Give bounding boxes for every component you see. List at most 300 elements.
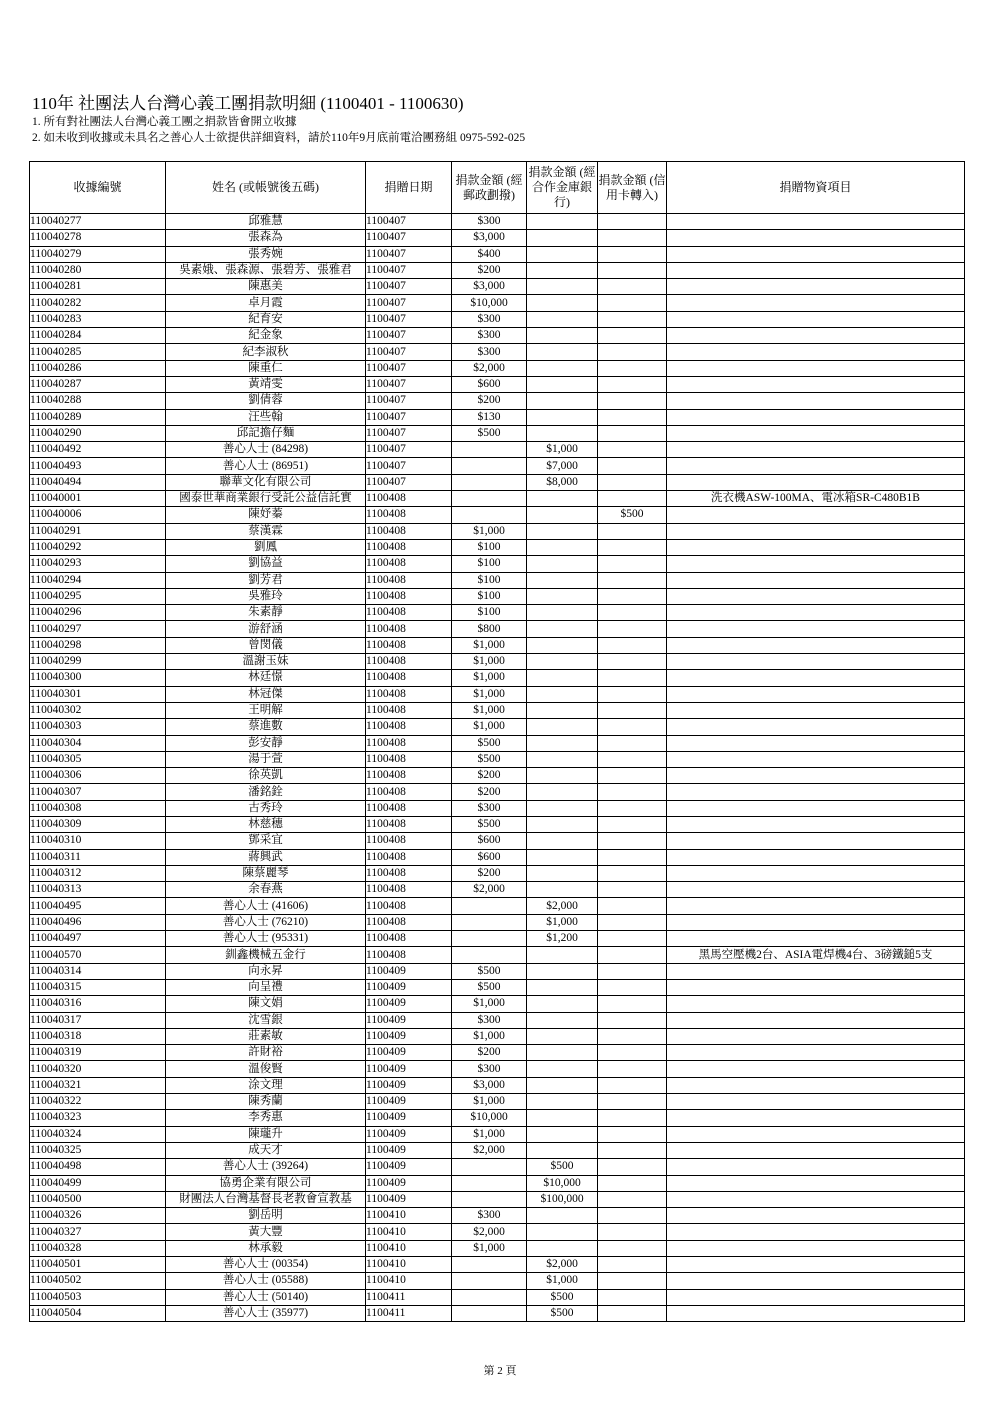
receipt-no-cell: 110040006 xyxy=(30,507,166,523)
column-header-name: 姓名 (或帳號後五碼) xyxy=(166,162,366,214)
card-amount-cell: $500 xyxy=(598,507,667,523)
bank-amount-cell: $500 xyxy=(527,1289,598,1305)
donation-date-cell: 1100409 xyxy=(366,1077,452,1093)
table-row xyxy=(30,849,965,865)
bank-amount-cell xyxy=(527,996,598,1012)
donated-items-cell xyxy=(667,376,965,392)
postal-amount-cell: $300 xyxy=(452,1061,527,1077)
donated-items-cell xyxy=(667,686,965,702)
receipt-no-cell: 110040280 xyxy=(30,262,166,278)
receipt-no-cell: 110040324 xyxy=(30,1126,166,1142)
donor-name-cell: 吳雅玲 xyxy=(166,588,366,604)
postal-amount-cell: $2,000 xyxy=(452,1142,527,1158)
table-row xyxy=(30,914,965,930)
donated-items-cell xyxy=(667,1028,965,1044)
donation-date-cell: 1100408 xyxy=(366,719,452,735)
donation-date-cell: 1100408 xyxy=(366,588,452,604)
postal-amount-cell xyxy=(452,1191,527,1207)
receipt-no-cell: 110040288 xyxy=(30,393,166,409)
donated-items-cell xyxy=(667,898,965,914)
postal-amount-cell: $10,000 xyxy=(452,1110,527,1126)
donated-items-cell xyxy=(667,865,965,881)
donor-name-cell: 劉芳君 xyxy=(166,572,366,588)
postal-amount-cell xyxy=(452,947,527,963)
donation-date-cell: 1100408 xyxy=(366,898,452,914)
receipt-no-cell: 110040278 xyxy=(30,230,166,246)
donation-date-cell: 1100411 xyxy=(366,1289,452,1305)
receipt-no-cell: 110040297 xyxy=(30,621,166,637)
table-row xyxy=(30,328,965,344)
receipt-no-cell: 110040301 xyxy=(30,686,166,702)
bank-amount-cell: $7,000 xyxy=(527,458,598,474)
receipt-no-cell: 110040498 xyxy=(30,1159,166,1175)
table-row xyxy=(30,1142,965,1158)
donation-date-cell: 1100407 xyxy=(366,246,452,262)
postal-amount-cell xyxy=(452,442,527,458)
donated-items-cell xyxy=(667,621,965,637)
donation-date-cell: 1100410 xyxy=(366,1257,452,1273)
bank-amount-cell xyxy=(527,768,598,784)
bank-amount-cell xyxy=(527,360,598,376)
donor-name-cell: 王明解 xyxy=(166,702,366,718)
receipt-no-cell: 110040310 xyxy=(30,833,166,849)
postal-amount-cell: $130 xyxy=(452,409,527,425)
card-amount-cell xyxy=(598,1142,667,1158)
donated-items-cell xyxy=(667,246,965,262)
donation-date-cell: 1100407 xyxy=(366,230,452,246)
bank-amount-cell xyxy=(527,262,598,278)
donation-date-cell: 1100408 xyxy=(366,621,452,637)
donation-date-cell: 1100407 xyxy=(366,409,452,425)
card-amount-cell xyxy=(598,262,667,278)
donation-date-cell: 1100408 xyxy=(366,507,452,523)
donor-name-cell: 鄧采宜 xyxy=(166,833,366,849)
postal-amount-cell: $1,000 xyxy=(452,637,527,653)
bank-amount-cell xyxy=(527,393,598,409)
donated-items-cell xyxy=(667,311,965,327)
card-amount-cell xyxy=(598,442,667,458)
table-row xyxy=(30,865,965,881)
donated-items-cell xyxy=(667,751,965,767)
donated-items-cell xyxy=(667,670,965,686)
card-amount-cell xyxy=(598,979,667,995)
donation-date-cell: 1100407 xyxy=(366,425,452,441)
receipt-no-cell: 110040495 xyxy=(30,898,166,914)
donated-items-cell xyxy=(667,507,965,523)
receipt-no-cell: 110040315 xyxy=(30,979,166,995)
postal-amount-cell: $1,000 xyxy=(452,1240,527,1256)
donor-name-cell: 涂文理 xyxy=(166,1077,366,1093)
receipt-no-cell: 110040497 xyxy=(30,931,166,947)
card-amount-cell xyxy=(598,214,667,230)
receipt-no-cell: 110040327 xyxy=(30,1224,166,1240)
postal-amount-cell: $600 xyxy=(452,833,527,849)
bank-amount-cell xyxy=(527,849,598,865)
bank-amount-cell xyxy=(527,295,598,311)
donation-date-cell: 1100407 xyxy=(366,360,452,376)
table-row xyxy=(30,963,965,979)
card-amount-cell xyxy=(598,376,667,392)
table-row xyxy=(30,947,965,963)
donation-date-cell: 1100409 xyxy=(366,1142,452,1158)
card-amount-cell xyxy=(598,1159,667,1175)
table-row xyxy=(30,1191,965,1207)
bank-amount-cell xyxy=(527,556,598,572)
receipt-no-cell: 110040500 xyxy=(30,1191,166,1207)
bank-amount-cell xyxy=(527,1208,598,1224)
donor-name-cell: 善心人士 (86951) xyxy=(166,458,366,474)
donation-date-cell: 1100408 xyxy=(366,491,452,507)
note-contact: 2. 如未收到收據或未具名之善心人士欲提供詳細資料，請於110年9月底前電洽團務組 0975-592-025 xyxy=(32,132,526,144)
receipt-no-cell: 110040298 xyxy=(30,637,166,653)
postal-amount-cell xyxy=(452,458,527,474)
donation-date-cell: 1100408 xyxy=(366,686,452,702)
table-row xyxy=(30,214,965,230)
bank-amount-cell xyxy=(527,1094,598,1110)
donated-items-cell xyxy=(667,1110,965,1126)
receipt-no-cell: 110040285 xyxy=(30,344,166,360)
receipt-no-cell: 110040317 xyxy=(30,1012,166,1028)
donor-name-cell: 溫謝玉妹 xyxy=(166,654,366,670)
column-header-date: 捐贈日期 xyxy=(366,162,452,214)
card-amount-cell xyxy=(598,1061,667,1077)
table-row xyxy=(30,442,965,458)
table-row xyxy=(30,425,965,441)
donated-items-cell xyxy=(667,654,965,670)
donated-items-cell xyxy=(667,572,965,588)
receipt-no-cell: 110040299 xyxy=(30,654,166,670)
donor-name-cell: 李秀惠 xyxy=(166,1110,366,1126)
bank-amount-cell: $500 xyxy=(527,1159,598,1175)
postal-amount-cell: $1,000 xyxy=(452,1094,527,1110)
table-row xyxy=(30,1240,965,1256)
table-row xyxy=(30,360,965,376)
donation-date-cell: 1100409 xyxy=(366,1094,452,1110)
bank-amount-cell xyxy=(527,523,598,539)
card-amount-cell xyxy=(598,1208,667,1224)
receipt-no-cell: 110040328 xyxy=(30,1240,166,1256)
card-amount-cell xyxy=(598,1012,667,1028)
bank-amount-cell xyxy=(527,605,598,621)
page-title: 110年 社團法人台灣心義工團捐款明細 (1100401 - 1100630) xyxy=(32,94,464,113)
table-row xyxy=(30,719,965,735)
bank-amount-cell: $2,000 xyxy=(527,1257,598,1273)
donation-date-cell: 1100408 xyxy=(366,816,452,832)
donation-date-cell: 1100408 xyxy=(366,556,452,572)
receipt-no-cell: 110040570 xyxy=(30,947,166,963)
bank-amount-cell xyxy=(527,784,598,800)
donor-name-cell: 善心人士 (00354) xyxy=(166,1257,366,1273)
receipt-no-cell: 110040307 xyxy=(30,784,166,800)
postal-amount-cell: $100 xyxy=(452,572,527,588)
donor-name-cell: 成天才 xyxy=(166,1142,366,1158)
card-amount-cell xyxy=(598,898,667,914)
donor-name-cell: 彭安靜 xyxy=(166,735,366,751)
bank-amount-cell xyxy=(527,1045,598,1061)
card-amount-cell xyxy=(598,230,667,246)
bank-amount-cell xyxy=(527,621,598,637)
card-amount-cell xyxy=(598,491,667,507)
donation-date-cell: 1100408 xyxy=(366,882,452,898)
table-row xyxy=(30,1012,965,1028)
donated-items-cell xyxy=(667,556,965,572)
postal-amount-cell: $100 xyxy=(452,605,527,621)
donor-name-cell: 林慈穗 xyxy=(166,816,366,832)
table-row xyxy=(30,654,965,670)
postal-amount-cell xyxy=(452,1257,527,1273)
donated-items-cell xyxy=(667,1273,965,1289)
postal-amount-cell: $800 xyxy=(452,621,527,637)
postal-amount-cell: $300 xyxy=(452,214,527,230)
donor-name-cell: 善心人士 (84298) xyxy=(166,442,366,458)
donation-date-cell: 1100407 xyxy=(366,311,452,327)
bank-amount-cell xyxy=(527,1126,598,1142)
donation-date-cell: 1100408 xyxy=(366,784,452,800)
donated-items-cell xyxy=(667,768,965,784)
donated-items-cell xyxy=(667,996,965,1012)
table-row xyxy=(30,1028,965,1044)
donation-date-cell: 1100409 xyxy=(366,1110,452,1126)
donated-items-cell xyxy=(667,1077,965,1093)
donation-date-cell: 1100409 xyxy=(366,996,452,1012)
postal-amount-cell: $200 xyxy=(452,784,527,800)
postal-amount-cell: $1,000 xyxy=(452,719,527,735)
receipt-no-cell: 110040493 xyxy=(30,458,166,474)
table-row xyxy=(30,344,965,360)
donation-date-cell: 1100411 xyxy=(366,1305,452,1321)
card-amount-cell xyxy=(598,654,667,670)
card-amount-cell xyxy=(598,914,667,930)
donation-date-cell: 1100407 xyxy=(366,442,452,458)
table-row xyxy=(30,523,965,539)
table-row xyxy=(30,376,965,392)
card-amount-cell xyxy=(598,344,667,360)
postal-amount-cell: $300 xyxy=(452,800,527,816)
bank-amount-cell xyxy=(527,491,598,507)
receipt-no-cell: 110040289 xyxy=(30,409,166,425)
donation-date-cell: 1100408 xyxy=(366,800,452,816)
postal-amount-cell: $500 xyxy=(452,751,527,767)
receipt-no-cell: 110040312 xyxy=(30,865,166,881)
donor-name-cell: 湯于萱 xyxy=(166,751,366,767)
card-amount-cell xyxy=(598,474,667,490)
card-amount-cell xyxy=(598,328,667,344)
donation-date-cell: 1100407 xyxy=(366,474,452,490)
card-amount-cell xyxy=(598,1305,667,1321)
postal-amount-cell: $300 xyxy=(452,311,527,327)
bank-amount-cell xyxy=(527,865,598,881)
donation-date-cell: 1100408 xyxy=(366,768,452,784)
receipt-no-cell: 110040282 xyxy=(30,295,166,311)
postal-amount-cell: $200 xyxy=(452,865,527,881)
donation-date-cell: 1100407 xyxy=(366,214,452,230)
bank-amount-cell xyxy=(527,425,598,441)
receipt-no-cell: 110040305 xyxy=(30,751,166,767)
table-row xyxy=(30,686,965,702)
postal-amount-cell: $3,000 xyxy=(452,279,527,295)
donated-items-cell xyxy=(667,1208,965,1224)
postal-amount-cell: $1,000 xyxy=(452,686,527,702)
bank-amount-cell xyxy=(527,214,598,230)
donor-name-cell: 善心人士 (76210) xyxy=(166,914,366,930)
bank-amount-cell xyxy=(527,1012,598,1028)
postal-amount-cell: $100 xyxy=(452,539,527,555)
receipt-no-cell: 110040316 xyxy=(30,996,166,1012)
table-row xyxy=(30,1077,965,1093)
table-row xyxy=(30,882,965,898)
donor-name-cell: 國泰世華商業銀行受託公益信託實 xyxy=(166,491,366,507)
card-amount-cell xyxy=(598,1240,667,1256)
donated-items-cell xyxy=(667,637,965,653)
postal-amount-cell xyxy=(452,1175,527,1191)
donated-items-cell xyxy=(667,1305,965,1321)
postal-amount-cell: $1,000 xyxy=(452,523,527,539)
receipt-no-cell: 110040283 xyxy=(30,311,166,327)
donor-name-cell: 許財裕 xyxy=(166,1045,366,1061)
postal-amount-cell xyxy=(452,914,527,930)
donated-items-cell xyxy=(667,360,965,376)
donor-name-cell: 溫俊賢 xyxy=(166,1061,366,1077)
table-row xyxy=(30,931,965,947)
table-row xyxy=(30,491,965,507)
donated-items-cell: 黑馬空壓機2台、ASIA電焊機4台、3磅鐵鎚5支 xyxy=(667,947,965,963)
receipt-no-cell: 110040501 xyxy=(30,1257,166,1273)
postal-amount-cell: $600 xyxy=(452,376,527,392)
card-amount-cell xyxy=(598,246,667,262)
postal-amount-cell xyxy=(452,1305,527,1321)
donor-name-cell: 向永昇 xyxy=(166,963,366,979)
postal-amount-cell: $100 xyxy=(452,588,527,604)
postal-amount-cell xyxy=(452,491,527,507)
receipt-no-cell: 110040279 xyxy=(30,246,166,262)
donated-items-cell xyxy=(667,931,965,947)
receipt-no-cell: 110040322 xyxy=(30,1094,166,1110)
donor-name-cell: 曾閔儀 xyxy=(166,637,366,653)
card-amount-cell xyxy=(598,311,667,327)
donor-name-cell: 蔡進數 xyxy=(166,719,366,735)
receipt-no-cell: 110040320 xyxy=(30,1061,166,1077)
donated-items-cell xyxy=(667,833,965,849)
postal-amount-cell: $500 xyxy=(452,979,527,995)
card-amount-cell xyxy=(598,686,667,702)
receipt-no-cell: 110040311 xyxy=(30,849,166,865)
donated-items-cell xyxy=(667,1045,965,1061)
bank-amount-cell xyxy=(527,246,598,262)
card-amount-cell xyxy=(598,735,667,751)
table-row xyxy=(30,1159,965,1175)
card-amount-cell xyxy=(598,751,667,767)
card-amount-cell xyxy=(598,409,667,425)
receipt-no-cell: 110040292 xyxy=(30,539,166,555)
receipt-no-cell: 110040303 xyxy=(30,719,166,735)
receipt-no-cell: 110040314 xyxy=(30,963,166,979)
donation-date-cell: 1100409 xyxy=(366,1159,452,1175)
card-amount-cell xyxy=(598,800,667,816)
donation-date-cell: 1100409 xyxy=(366,1061,452,1077)
donor-name-cell: 游舒涵 xyxy=(166,621,366,637)
table-row xyxy=(30,898,965,914)
donation-date-cell: 1100408 xyxy=(366,849,452,865)
bank-amount-cell: $10,000 xyxy=(527,1175,598,1191)
donor-name-cell: 釧鑫機械五金行 xyxy=(166,947,366,963)
table-row xyxy=(30,539,965,555)
table-row xyxy=(30,393,965,409)
donated-items-cell xyxy=(667,1012,965,1028)
column-header-donated-items: 捐贈物資項目 xyxy=(667,162,965,214)
postal-amount-cell: $1,000 xyxy=(452,1126,527,1142)
donated-items-cell xyxy=(667,474,965,490)
bank-amount-cell xyxy=(527,702,598,718)
table-row xyxy=(30,702,965,718)
donor-name-cell: 潘銘銓 xyxy=(166,784,366,800)
donation-date-cell: 1100407 xyxy=(366,295,452,311)
table-row xyxy=(30,637,965,653)
postal-amount-cell: $10,000 xyxy=(452,295,527,311)
bank-amount-cell xyxy=(527,654,598,670)
bank-amount-cell xyxy=(527,279,598,295)
donor-name-cell: 協勇企業有限公司 xyxy=(166,1175,366,1191)
donor-name-cell: 張秀婉 xyxy=(166,246,366,262)
postal-amount-cell: $300 xyxy=(452,1012,527,1028)
donor-name-cell: 劉協益 xyxy=(166,556,366,572)
postal-amount-cell: $300 xyxy=(452,344,527,360)
bank-amount-cell: $100,000 xyxy=(527,1191,598,1207)
donor-name-cell: 陳瓏升 xyxy=(166,1126,366,1142)
bank-amount-cell: $8,000 xyxy=(527,474,598,490)
donation-date-cell: 1100407 xyxy=(366,376,452,392)
donor-name-cell: 黃靖雯 xyxy=(166,376,366,392)
donor-name-cell: 陳文娟 xyxy=(166,996,366,1012)
donor-name-cell: 邱記擔仔麵 xyxy=(166,425,366,441)
donated-items-cell xyxy=(667,425,965,441)
postal-amount-cell: $2,000 xyxy=(452,1224,527,1240)
postal-amount-cell: $600 xyxy=(452,849,527,865)
donor-name-cell: 善心人士 (95331) xyxy=(166,931,366,947)
postal-amount-cell: $1,000 xyxy=(452,702,527,718)
bank-amount-cell xyxy=(527,230,598,246)
donation-date-cell: 1100408 xyxy=(366,702,452,718)
bank-amount-cell xyxy=(527,328,598,344)
bank-amount-cell xyxy=(527,1028,598,1044)
receipt-no-cell: 110040286 xyxy=(30,360,166,376)
donated-items-cell: 洗衣機ASW-100MA、電冰箱SR-C480B1B xyxy=(667,491,965,507)
card-amount-cell xyxy=(598,784,667,800)
page-number: 第 2 頁 xyxy=(483,1365,517,1377)
donation-date-cell: 1100408 xyxy=(366,572,452,588)
table-body xyxy=(30,214,965,1322)
receipt-no-cell: 110040284 xyxy=(30,328,166,344)
card-amount-cell xyxy=(598,605,667,621)
receipt-no-cell: 110040309 xyxy=(30,816,166,832)
donor-name-cell: 陳秀蘭 xyxy=(166,1094,366,1110)
postal-amount-cell: $500 xyxy=(452,735,527,751)
table-row xyxy=(30,311,965,327)
bank-amount-cell: $1,000 xyxy=(527,1273,598,1289)
donor-name-cell: 卓月霞 xyxy=(166,295,366,311)
donation-date-cell: 1100408 xyxy=(366,539,452,555)
donated-items-cell xyxy=(667,458,965,474)
receipt-no-cell: 110040296 xyxy=(30,605,166,621)
card-amount-cell xyxy=(598,1110,667,1126)
donated-items-cell xyxy=(667,784,965,800)
bank-amount-cell: $2,000 xyxy=(527,898,598,914)
table-header-row xyxy=(30,162,965,214)
postal-amount-cell xyxy=(452,1289,527,1305)
receipt-no-cell: 110040001 xyxy=(30,491,166,507)
card-amount-cell xyxy=(598,865,667,881)
donation-date-cell: 1100408 xyxy=(366,931,452,947)
receipt-no-cell: 110040281 xyxy=(30,279,166,295)
